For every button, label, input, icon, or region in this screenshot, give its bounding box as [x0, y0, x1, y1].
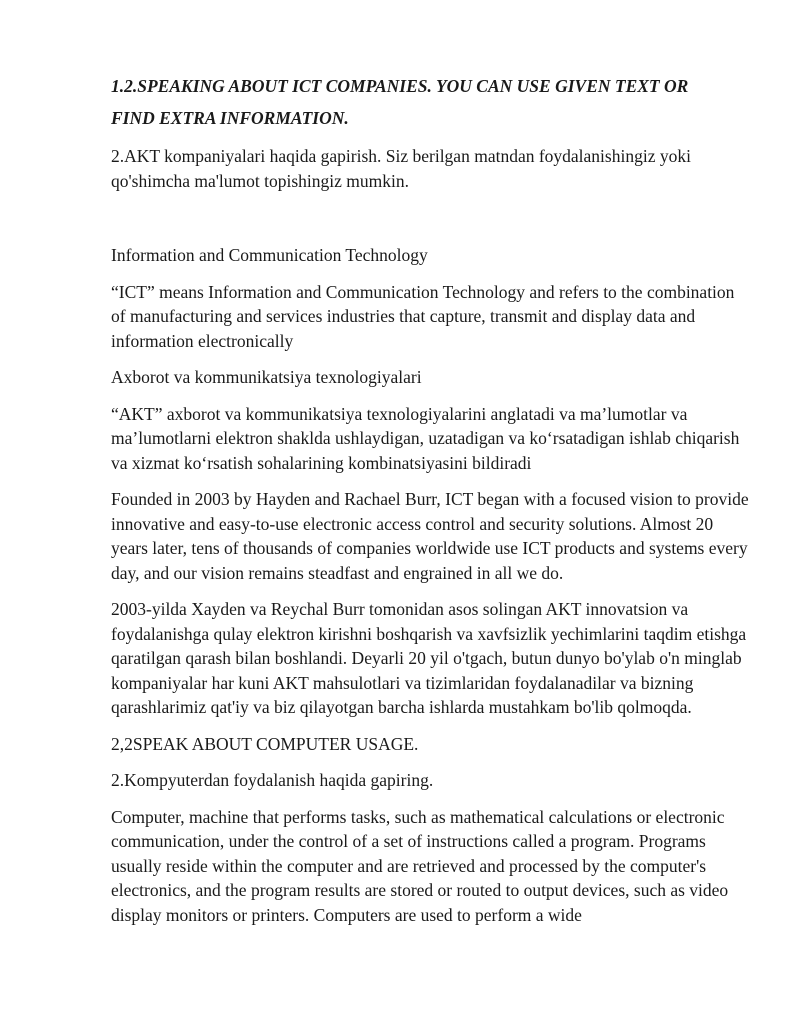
- heading-line-1: 1.2.SPEAKING ABOUT ICT COMPANIES. YOU CAN USE GIVEN TEXT OR: [111, 76, 689, 96]
- paragraph-akt-definition: “AKT” axborot va kommunikatsiya texnologiyalarini anglatadi va ma’lumotlar va ma’lumotlarni elektron shaklda ushlaydigan, uzatadigan va ko‘rsatadigan ishlab chiqarish va xizmat ko‘rsatish sohalarining kombinatsiyasini bildiradi: [111, 403, 740, 473]
- paragraph-akt-title: Axborot va kommunikatsiya texnologiyalari: [111, 367, 422, 387]
- paragraph-founded-en: Founded in 2003 by Hayden and Rachael Burr, ICT began with a focused vision to provide innovative and easy-to-use electronic access control and security solutions. Almost 20 years later, tens of thousands of companies worldwide use ICT products and systems every day, and our vision remains steadfast and engrained in all we do.: [111, 489, 749, 583]
- heading-line-2: FIND EXTRA INFORMATION.: [111, 108, 349, 128]
- section-heading: [111, 70, 751, 134]
- paragraph-ict-definition: “ICT” means Information and Communication Technology and refers to the combination of manufacturing and services industries that capture, transmit and display data and information electronically: [111, 281, 735, 351]
- paragraph-task-uz: 2.AKT kompaniyalari haqida gapirish. Siz berilgan matndan foydalanishingiz yoki qo'shimcha ma'lumot topishingiz mumkin.: [111, 146, 691, 191]
- paragraph-computer-definition: Computer, machine that performs tasks, such as mathematical calculations or electronic communication, under the control of a set of instructions called a program. Programs usually reside within the computer and are retrieved and processed by the computer's electronics, and the program results are stored or routed to output devices, such as video display monitors or printers. Computers are used to perform a wide: [111, 806, 729, 925]
- paragraph-computer-usage-heading: 2,2SPEAK ABOUT COMPUTER USAGE.: [111, 733, 419, 754]
- paragraph-ict-title: Information and Communication Technology: [111, 245, 428, 265]
- paragraph-computer-usage-uz: 2.Kompyuterdan foydalanish haqida gapiring.: [111, 770, 434, 790]
- paragraph-founded-uz: 2003-yilda Xayden va Reychal Burr tomonidan asos solingan AKT innovatsion va foydalanishga qulay elektron kirishni boshqarish va xavfsizlik yechimlarini taqdim etishga qaratilgan qarash bilan boshlandi. Deyarli 20 yil o'tgach, butun dunyo bo'ylab o'n minglab kompaniyalar har kuni AKT mahsulotlari va tizimlaridan foydalanadilar va bizning qarashlarimiz qat'iy va biz qilayotgan barcha ishlarda mustahkam bo'lib qolmoqda.: [111, 599, 747, 717]
- document-page: [111, 70, 751, 927]
